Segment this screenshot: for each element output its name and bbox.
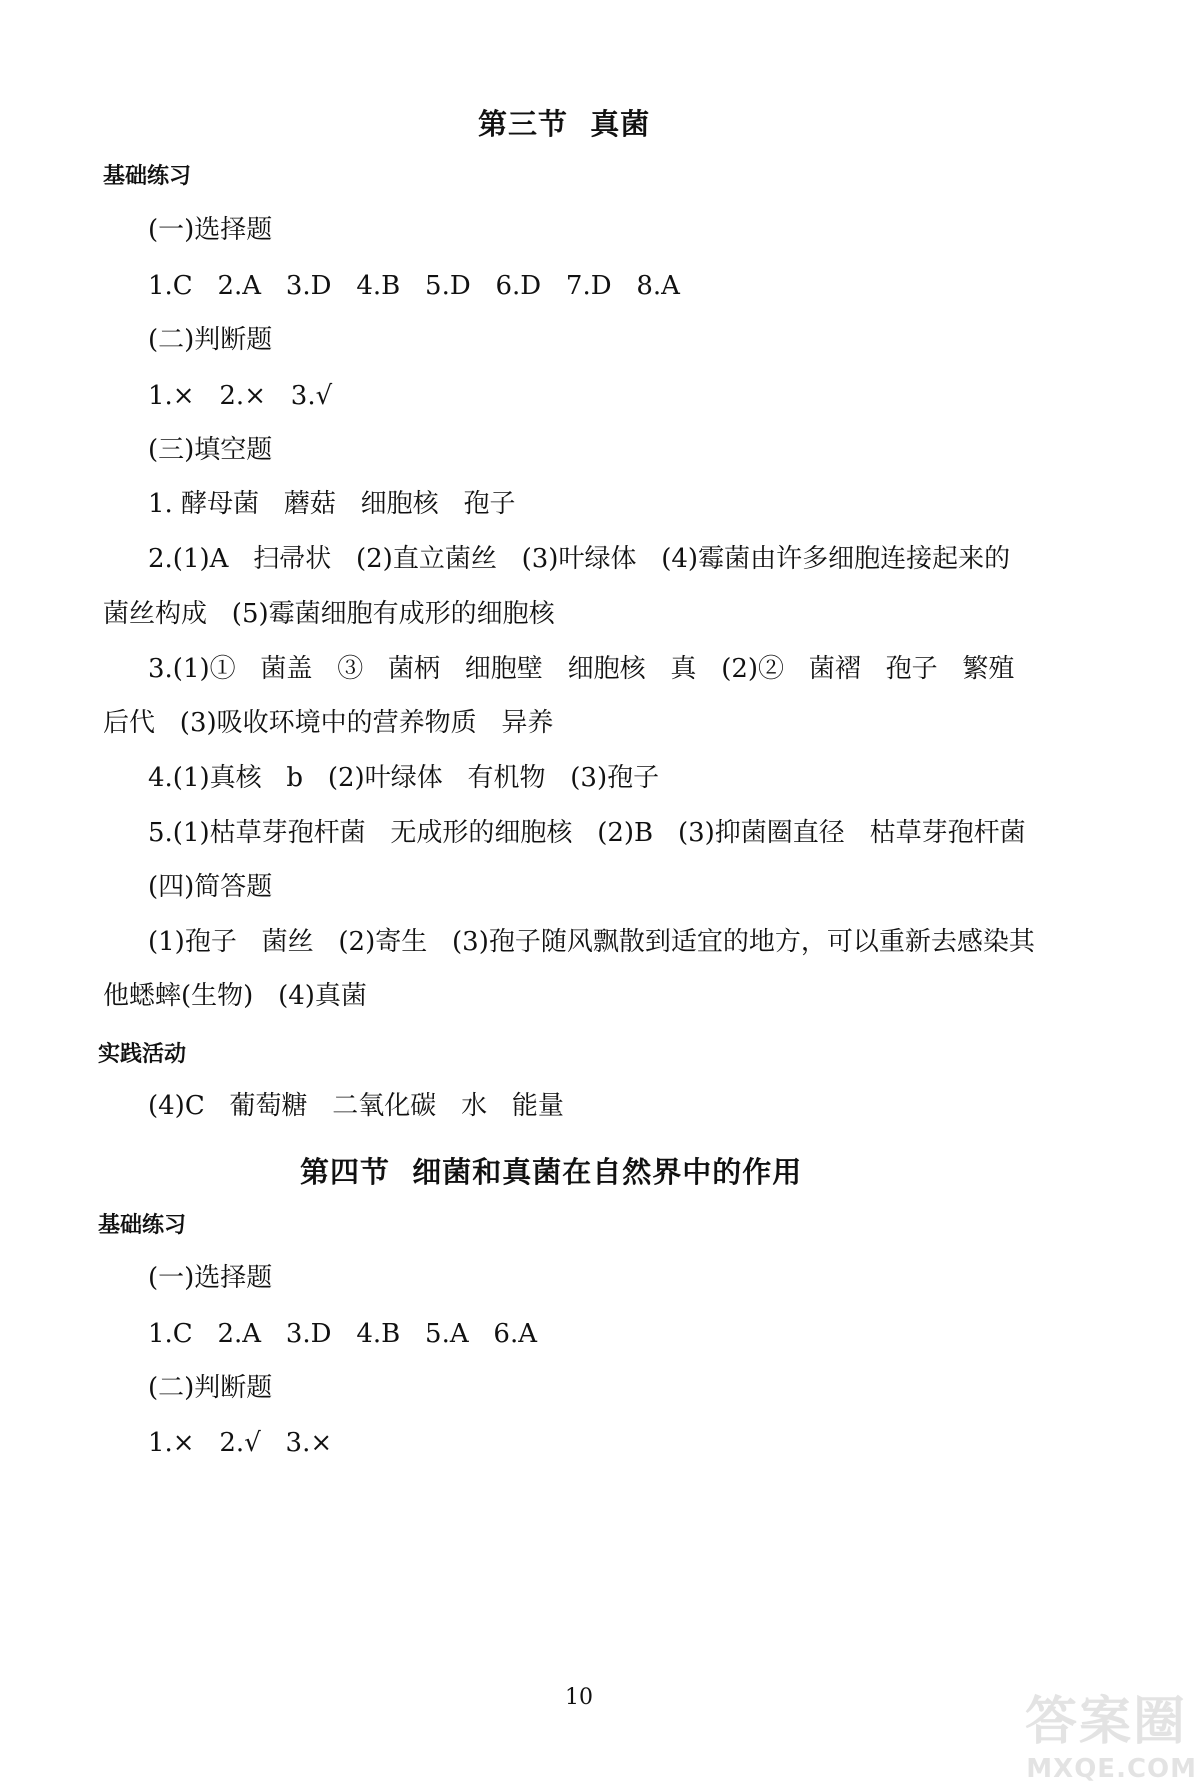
basic-practice-label-4: 基础练习: [98, 1213, 187, 1238]
fill-answer-1: 1. 酵母菌 蘑菇 细胞核 孢子: [148, 489, 516, 519]
practice-answer: (4)C 葡萄糖 二氧化碳 水 能量: [148, 1091, 564, 1121]
fill-answer-3b: 后代 (3)吸收环境中的营养物质 异养: [103, 708, 554, 738]
judge-heading-4: (二)判断题: [148, 1373, 273, 1403]
fill-heading: (三)填空题: [148, 435, 273, 465]
watermark-top-text: 答案圈: [1024, 1692, 1187, 1752]
page-number: 10: [565, 1685, 593, 1710]
basic-practice-label: 基础练习: [103, 164, 192, 189]
judge-heading: (二)判断题: [148, 325, 273, 355]
fill-answer-5: 5.(1)枯草芽孢杆菌 无成形的细胞核 (2)B (3)抑菌圈直径 枯草芽孢杆菌: [148, 818, 1026, 848]
short-answer-a: (1)孢子 菌丝 (2)寄生 (3)孢子随风飘散到适宜的地方，可以重新去感染其: [148, 927, 1035, 957]
choice-heading: (一)选择题: [148, 215, 273, 245]
watermark-logo: [1017, 1679, 1197, 1784]
choice-answers: 1.C 2.A 3.D 4.B 5.D 6.D 7.D 8.A: [148, 271, 680, 301]
judge-answers-4: 1.× 2.√ 3.×: [148, 1428, 333, 1458]
fill-answer-3a: 3.(1)① 菌盖 ③ 菌柄 细胞壁 细胞核 真 (2)② 菌褶 孢子 繁殖: [148, 654, 1015, 684]
choice-heading-4: (一)选择题: [148, 1263, 273, 1293]
fill-answer-2a: 2.(1)A 扫帚状 (2)直立菌丝 (3)叶绿体 (4)霉菌由许多细胞连接起来的: [148, 544, 1011, 574]
watermark-bottom-text: MXQE.COM: [1026, 1754, 1197, 1784]
short-heading: (四)简答题: [148, 872, 273, 902]
fill-answer-4: 4.(1)真核 b (2)叶绿体 有机物 (3)孢子: [148, 763, 660, 793]
fill-answer-2b: 菌丝构成 (5)霉菌细胞有成形的细胞核: [103, 599, 555, 629]
section-title-4: 第四节 细菌和真菌在自然界中的作用: [300, 1155, 803, 1189]
judge-answers: 1.× 2.× 3.√: [148, 381, 333, 411]
practice-activity-label: 实践活动: [98, 1042, 187, 1067]
section-title-3: 第三节 真菌: [478, 107, 651, 141]
choice-answers-4: 1.C 2.A 3.D 4.B 5.A 6.A: [148, 1319, 537, 1349]
short-answer-b: 他蟋蟀(生物) (4)真菌: [103, 981, 367, 1011]
